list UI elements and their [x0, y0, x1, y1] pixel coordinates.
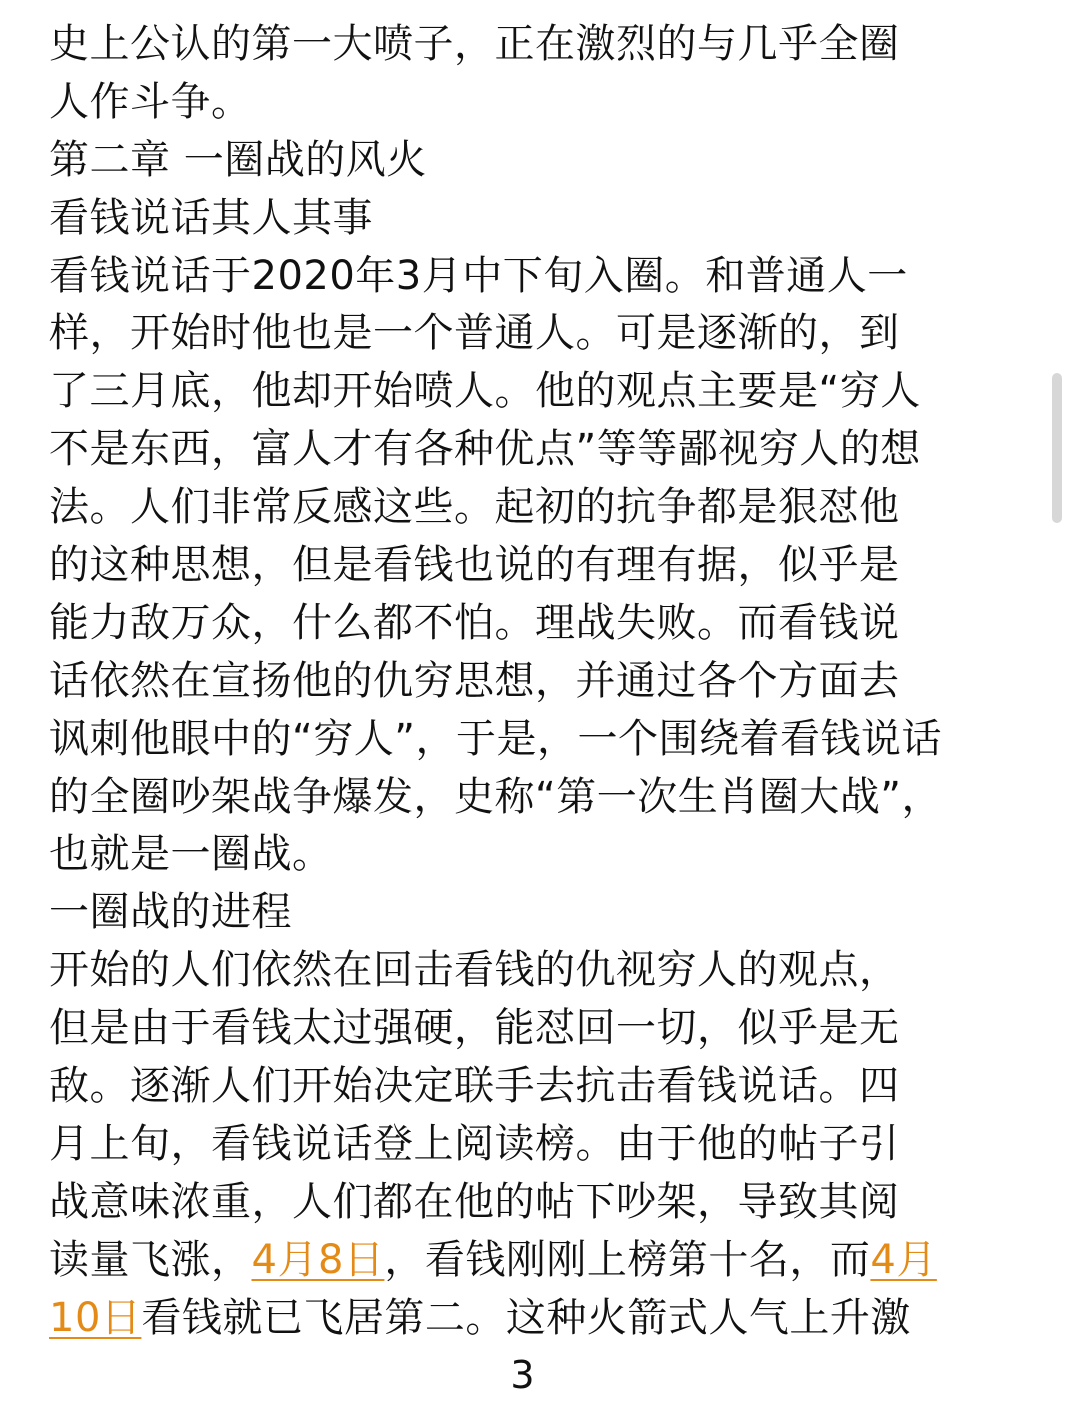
- text-line: 但是由于看钱太过强硬，能怼回一切，似乎是无: [49, 1005, 900, 1052]
- text-line: 了三月底，他却开始喷人。他的观点主要是“穷人: [49, 368, 921, 415]
- scrollbar-thumb[interactable]: [1052, 373, 1062, 523]
- text-segment: ，看钱刚刚上榜第十名，而: [384, 1236, 871, 1283]
- page-number: 3: [510, 1353, 535, 1397]
- text-line: 的这种思想，但是看钱也说的有理有据，似乎是: [49, 542, 900, 589]
- text-line: 看钱说话于2020年3月中下旬入圈。和普通人一: [49, 252, 908, 299]
- date-link-april-10-continued[interactable]: 10日: [49, 1294, 142, 1341]
- text-line: 话依然在宣扬他的仇穷思想，并通过各个方面去: [49, 657, 900, 704]
- text-line: 史上公认的第一大喷子，正在激烈的与几乎全圈: [49, 21, 900, 67]
- text-line: 战意味浓重，人们都在他的帖下吵架，导致其阅: [49, 1178, 900, 1225]
- date-link-april-8[interactable]: 4月8日: [251, 1236, 385, 1283]
- text-line: 不是东西，富人才有各种优点”等等鄙视穷人的想: [49, 426, 921, 473]
- date-link-april-10[interactable]: 4月: [870, 1236, 937, 1283]
- text-line: 的全圈吵架战争爆发，史称“第一次生肖圈大战”，: [49, 773, 942, 820]
- section-heading: 看钱说话其人其事: [49, 194, 373, 241]
- text-line: 月上旬，看钱说话登上阅读榜。由于他的帖子引: [49, 1120, 900, 1167]
- text-segment: 看钱就已飞居第二。这种火箭式人气上升激: [141, 1294, 911, 1341]
- text-line: 讽刺他眼中的“穷人”，于是，一个围绕着看钱说话: [49, 715, 942, 762]
- text-line: 人作斗争。: [49, 78, 252, 125]
- text-line: 开始的人们依然在回击看钱的仇视穷人的观点，: [49, 947, 900, 994]
- text-line-with-links: [49, 1232, 1039, 1290]
- text-line: 法。人们非常反感这些。起初的抗争都是狠怼他: [49, 484, 900, 531]
- text-line: 也就是一圈战。: [49, 831, 333, 878]
- text-line: 敌。逐渐人们开始决定联手去抗击看钱说话。四: [49, 1063, 900, 1110]
- article-body: [49, 16, 1039, 1347]
- section-heading: 一圈战的进程: [49, 889, 292, 936]
- text-line: 样，开始时他也是一个普通人。可是逐渐的，到: [49, 310, 900, 357]
- text-line: 能力敌万众，什么都不怕。理战失败。而看钱说: [49, 599, 900, 646]
- text-line-with-links: [49, 1290, 1039, 1348]
- chapter-heading: 第二章 一圈战的风火: [49, 136, 427, 183]
- text-segment: 读量飞涨，: [49, 1236, 252, 1283]
